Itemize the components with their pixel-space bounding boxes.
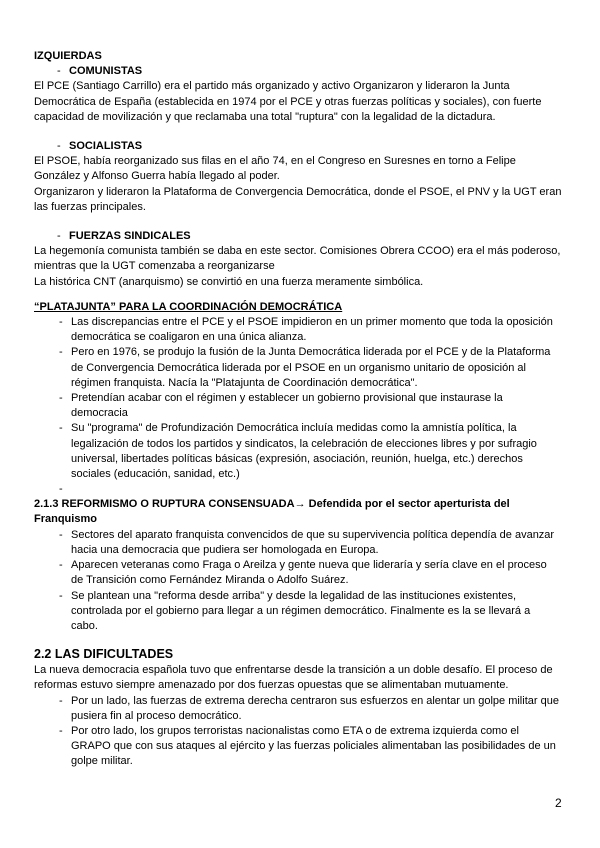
subheading-socialistas [34, 139, 564, 154]
document-page [34, 49, 564, 770]
dash-bullet: - [57, 140, 61, 153]
heading-izquierdas: IZQUIERDAS [34, 50, 102, 62]
paragraph-sindicales-1: La hegemonía comunista también se daba en este sector. Comisiones Obrera CCOO) era el más poderoso, mientras que la UGT comenzaba a reorganizarse [34, 245, 561, 273]
paragraph-socialistas-2: Organizaron y lideraron la Plataforma de Convergencia Democrática, donde el PSOE, el PNV y la UGT eran las fuerzas principales. [34, 185, 562, 213]
subheading-comunistas [34, 64, 564, 79]
list-item: - Pretendían acabar con el régimen y establecer un gobierno provisional que instaurase la democracia [59, 392, 503, 420]
list-item: - Por otro lado, los grupos terroristas nacionalistas como ETA o de extrema izquierda como el GRAPO que con sus ataques al ejército y las fuerzas policiales alimentaban las posibilidades de un golpe militar. [59, 724, 556, 768]
paragraph-dificultades: La nueva democracia española tuvo que enfrentarse desde la transición a un doble desafío. El proceso de reformas estuvo siempre amenazado por dos fuerzas opuestas que se alimentaban mutuamente. [34, 664, 553, 692]
heading-reformismo: 2.1.3 REFORMISMO O RUPTURA CONSENSUADA→ Defendida por el sector aperturista del Franquismo [34, 498, 510, 526]
list-item: - Por un lado, las fuerzas de extrema derecha centraron sus esfuerzos en alentar un golpe militar que pusiera fin al proceso democrático. [59, 694, 559, 722]
heading-dificultades: 2.2 LAS DIFICULTADES [34, 647, 174, 662]
subheading-sindicales [34, 229, 564, 244]
paragraph-comunistas: El PCE (Santiago Carrillo) era el partido más organizado y activo Organizaron y lideraron la Junta Democrática de España (establecida en 1974 por el PCE y otras fuerzas políticas y sociales), con fuerte capacidad de movilización y que reclamaba una total "ruptura" con la legalidad de la dictadura. [34, 80, 542, 123]
dash-bullet: - [57, 230, 61, 243]
heading-platajunta: “PLATAJUNTA” PARA LA COORDINACIÓN DEMOCRÁTICA [34, 300, 343, 313]
page-number: 2 [555, 796, 562, 810]
subheading-label: FUERZAS SINDICALES [69, 230, 191, 243]
list-item: - Aparecen veteranas como Fraga o Areilza y gente nueva que lideraría y sería clave en el proceso de Transición como Fernández Miranda o Adolfo Suárez. [59, 559, 547, 587]
list-item: - Se plantean una "reforma desde arriba" y desde la legalidad de las instituciones existentes, controlada por el gobierno para llegar a un régimen democrático. Finalmente es la se llevará a cabo. [59, 589, 531, 632]
list-item: - Sectores del aparato franquista convencidos de que su supervivencia política dependía de avanzar hacia una democracia que pudiera ser homologada en Europa. [59, 528, 555, 556]
paragraph-socialistas-1: El PSOE, había reorganizado sus filas en el año 74, en el Congreso en Suresnes en torno a Felipe González y Alfonso Guerra había llegado al poder. [34, 155, 516, 183]
list-reformismo [34, 528, 564, 634]
subheading-label: COMUNISTAS [69, 65, 143, 78]
list-item: - Su "programa" de Profundización Democrática incluía medidas como la amnistía política, la legalización de todos los partidos y sindicatos, la celebración de elecciones libres y por sufragio universal, libertades políticas básicas (expresión, asociación, reunión, huelga, etc.) derechos sociales (educación, sanidad, etc.) [59, 422, 537, 481]
subheading-label: SOCIALISTAS [69, 140, 143, 153]
list-platajunta [34, 315, 564, 497]
list-item: - Pero en 1976, se produjo la fusión de la Junta Democrática liderada por el PCE y de la Plataforma de Convergencia Democrática liderada por el PSOE en un organismo unitario de oposición al régimen franquista. Nacía la "Platajunta de Coordinación democrática". [59, 346, 551, 389]
dash-bullet: - [57, 65, 61, 78]
paragraph-sindicales-2: La histórica CNT (anarquismo) se convirtió en una fuerza meramente simbólica. [34, 275, 424, 288]
list-item: - Las discrepancias entre el PCE y el PSOE impidieron en un primer momento que toda la oposición democrática se coaligaron en una única alianza. [59, 316, 553, 344]
list-item-empty: - [59, 483, 63, 496]
list-dificultades [34, 694, 564, 770]
